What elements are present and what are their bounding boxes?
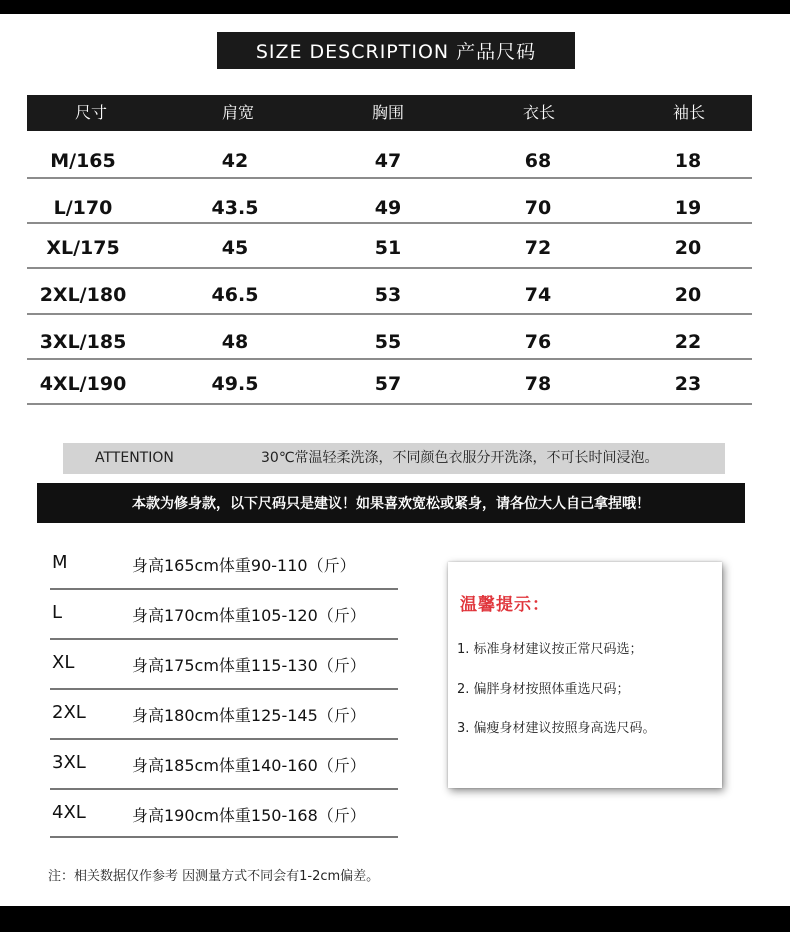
size-label: XL (52, 652, 75, 673)
cell-length: 78 (524, 373, 552, 395)
row-divider (27, 267, 752, 269)
header-shoulder: 肩宽 (221, 103, 255, 122)
size-label: M (52, 552, 68, 573)
size-description: 身高170cm体重105-120（斤） (132, 606, 366, 625)
cell-length: 72 (524, 237, 552, 259)
page-title: SIZE DESCRIPTION 产品尺码 (217, 32, 575, 69)
cell-chest: 51 (374, 237, 402, 259)
size-description: 身高185cm体重140-160（斤） (132, 756, 366, 775)
cell-size: 3XL/185 (39, 331, 127, 353)
cell-shoulder: 49.5 (211, 373, 259, 395)
attention-label: ATTENTION (95, 450, 174, 466)
tip-item: 1. 标准身材建议按正常尺码选； (457, 642, 643, 657)
list-item (50, 790, 398, 838)
row-divider (27, 313, 752, 315)
top-black-bar (0, 0, 790, 14)
size-table-header (27, 95, 752, 131)
list-item (50, 540, 398, 590)
cell-sleeve: 22 (674, 331, 702, 353)
tip-item: 2. 偏胖身材按照体重选尺码； (457, 682, 630, 697)
list-item (50, 690, 398, 740)
table-row (27, 150, 752, 179)
cell-chest: 49 (374, 197, 402, 219)
cell-shoulder: 46.5 (211, 284, 259, 306)
header-size: 尺寸 (74, 103, 108, 122)
cell-shoulder: 43.5 (211, 197, 259, 219)
cell-length: 68 (524, 150, 552, 172)
cell-size: L/170 (53, 197, 113, 219)
tip-item: 3. 偏瘦身材建议按照身高选尺码。 (457, 721, 656, 736)
cell-size: 4XL/190 (39, 373, 127, 395)
table-row (27, 373, 752, 405)
cell-chest: 47 (374, 150, 402, 172)
cell-size: XL/175 (46, 237, 120, 259)
cell-sleeve: 20 (674, 284, 702, 306)
header-length: 衣长 (522, 103, 556, 122)
row-divider (27, 403, 752, 405)
header-sleeve: 袖长 (672, 103, 706, 122)
size-label: 3XL (52, 752, 86, 773)
cell-shoulder: 42 (221, 150, 249, 172)
size-description: 身高190cm体重150-168（斤） (132, 806, 366, 825)
size-label: L (52, 602, 63, 623)
attention-text: 30℃常温轻柔洗涤，不同颜色衣服分开洗涤，不可长时间浸泡。 (261, 450, 659, 466)
row-divider (27, 222, 752, 224)
tips-card (448, 562, 722, 788)
fit-notice-bar: 本款为修身款，以下尺码只是建议！如果喜欢宽松或紧身，请各位大人自己拿捏哦！ (37, 483, 745, 523)
list-item (50, 740, 398, 790)
cell-size: M/165 (50, 150, 116, 172)
size-description: 身高165cm体重90-110（斤） (132, 556, 356, 575)
cell-shoulder: 48 (221, 331, 249, 353)
list-item (50, 640, 398, 690)
list-divider (50, 836, 398, 838)
cell-size: 2XL/180 (39, 284, 127, 306)
cell-length: 74 (524, 284, 552, 306)
attention-banner (63, 443, 725, 474)
footnote: 注：相关数据仅作参考 因测量方式不同会有1-2cm偏差。 (48, 869, 380, 884)
table-row (27, 197, 752, 224)
cell-chest: 55 (374, 331, 402, 353)
tips-title: 温馨提示： (460, 595, 550, 615)
row-divider (27, 358, 752, 360)
size-description: 身高175cm体重115-130（斤） (132, 656, 366, 675)
size-label: 4XL (52, 802, 86, 823)
cell-length: 76 (524, 331, 552, 353)
cell-sleeve: 23 (674, 373, 702, 395)
table-row (27, 237, 752, 269)
list-item (50, 590, 398, 640)
cell-sleeve: 19 (674, 197, 702, 219)
table-row (27, 331, 752, 360)
table-row (27, 284, 752, 315)
cell-length: 70 (524, 197, 552, 219)
cell-sleeve: 20 (674, 237, 702, 259)
cell-chest: 53 (374, 284, 402, 306)
cell-chest: 57 (374, 373, 402, 395)
cell-sleeve: 18 (674, 150, 702, 172)
header-chest: 胸围 (371, 103, 405, 122)
cell-shoulder: 45 (221, 237, 249, 259)
row-divider (27, 177, 752, 179)
size-label: 2XL (52, 702, 86, 723)
bottom-black-bar (0, 906, 790, 932)
size-description: 身高180cm体重125-145（斤） (132, 706, 366, 725)
